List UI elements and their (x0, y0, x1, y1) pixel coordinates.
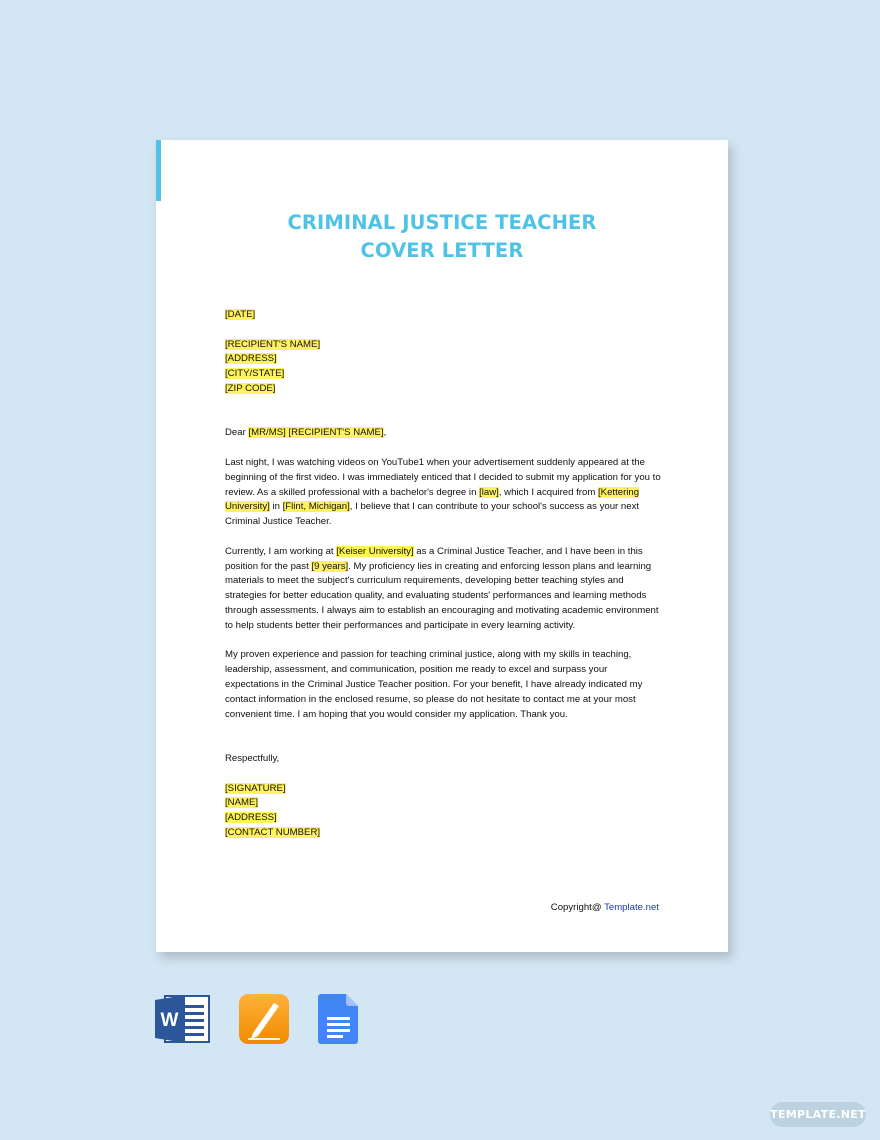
recipient-city-placeholder: [CITY/STATE] (225, 368, 285, 380)
sender-contact-placeholder: [CONTACT NUMBER] (225, 826, 321, 838)
location-placeholder: [Flint, Michigan] (282, 501, 350, 513)
salutation-prefix: Dear (225, 427, 249, 439)
signature-line (225, 782, 663, 797)
date-placeholder: [DATE] (225, 309, 256, 320)
paragraph-1 (225, 456, 663, 530)
salutation-title-placeholder: [MR/MS] (248, 427, 286, 439)
p1-text-2: , which I acquired from (498, 486, 598, 498)
accent-bar (156, 140, 161, 201)
p1-text-1: Last night, I was watching videos on YouTube1 when your advertisement suddenly appeared at the beginning of the first video. I was immediately enticed that I decided to submit my application for you to review. As a skilled professional with a bachelor's degree in (225, 456, 661, 498)
university-placeholder: [Kettering University] (225, 486, 640, 513)
sender-contact-line (225, 826, 663, 841)
p2-text-2: as a Criminal Justice Teacher, and I have been in this position for the past (225, 545, 643, 572)
closing: Respectfully, (225, 752, 280, 764)
copyright (551, 902, 659, 913)
employer-placeholder: [Keiser University] (336, 545, 414, 557)
svg-text:W: W (160, 1010, 179, 1031)
years-placeholder: [9 years] (311, 560, 349, 572)
p1-text-4: , I believe that I can contribute to your school's success as your next Criminal Justice Teacher. (225, 501, 640, 528)
title-line-2: COVER LETTER (360, 239, 524, 262)
sender-address-line (225, 811, 663, 826)
signature-placeholder: [SIGNATURE] (225, 782, 286, 794)
template-net-badge[interactable]: TEMPLATE.NET (770, 1102, 866, 1127)
field-placeholder: [law] (479, 486, 499, 498)
recipient-name-placeholder: [RECIPIENT'S NAME] (225, 338, 321, 350)
title-line-1: CRIMINAL JUSTICE TEACHER (287, 211, 597, 234)
copyright-prefix: Copyright@ (550, 902, 605, 913)
sender-name-line (225, 796, 663, 811)
document-page (156, 140, 728, 952)
document-title (156, 209, 728, 265)
salutation (225, 426, 663, 441)
recipient-zip-line (225, 382, 663, 397)
format-icons (0, 993, 880, 1045)
recipient-city-line (225, 367, 663, 382)
recipient-address-placeholder: [ADDRESS] (225, 353, 277, 365)
apple-pages-icon[interactable] (238, 993, 290, 1045)
p2-text-3: . My proficiency lies in creating and enforcing lesson plans and learning materials to meet the subject's curriculum requirements, developing better teaching styles and strategies for better education quality, and evaluating students' performances and learning methods through assessments. I always aim to establish an encouraging and motivating academic environment to help students better their performances and participate in every learning activity. (225, 560, 659, 631)
paragraph-3: My proven experience and passion for teaching criminal justice, along with my skills in teaching, leadership, assessment, and communication, position me ready to excel and surpass your expectations in the Criminal Justice Teacher position. For your benefit, I have already indicated my contact information in the enclosed resume, so please do not hesitate to contact me at your most convenient time. I am hoping that you would consider my application. Thank you. (225, 649, 643, 720)
date-line (225, 308, 663, 323)
recipient-name-line (225, 338, 663, 353)
paragraph-2 (225, 545, 663, 634)
recipient-address-line (225, 352, 663, 367)
sender-address-placeholder: [ADDRESS] (225, 812, 277, 824)
salutation-suffix: , (383, 427, 387, 439)
google-docs-icon[interactable] (318, 993, 360, 1045)
letter-body (225, 308, 663, 841)
salutation-name-placeholder: [RECIPIENT'S NAME] (288, 427, 384, 439)
p1-text-3: in (269, 501, 283, 513)
copyright-link[interactable]: Template.net (604, 902, 659, 913)
recipient-zip-placeholder: [ZIP CODE] (225, 382, 276, 394)
p2-text-1: Currently, I am working at (225, 545, 337, 557)
microsoft-word-icon[interactable] (155, 993, 211, 1045)
sender-name-placeholder: [NAME] (225, 797, 259, 809)
